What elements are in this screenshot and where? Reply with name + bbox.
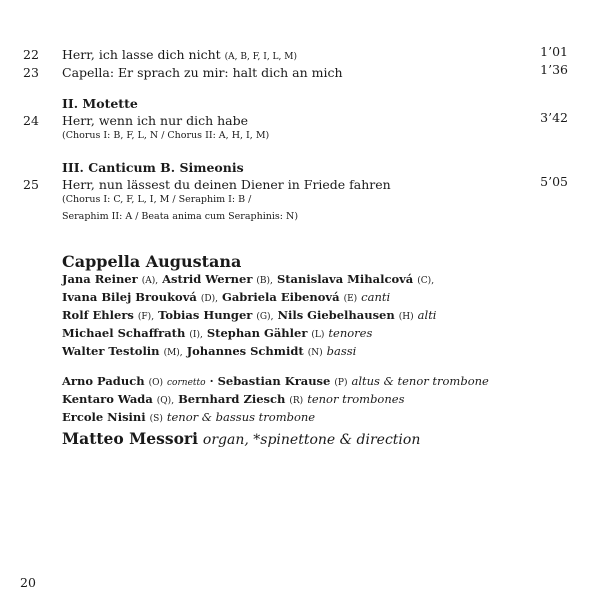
performer-name: Johannes Schmidt [186, 344, 304, 358]
instrument-role: altus & tenor trombone [351, 374, 489, 388]
performer-name: Astrid Werner [162, 272, 253, 286]
performer-line [62, 272, 434, 286]
voice-letter: (F), [137, 312, 155, 322]
voice-letter: (O) [148, 378, 163, 388]
voice-letter: (I), [189, 330, 203, 340]
performer-name: Nils Giebelhausen [277, 308, 395, 322]
voice-role: canti [361, 290, 391, 304]
track-title-text: Herr, ich lasse dich nicht [62, 47, 221, 62]
voice-letter: (A), [141, 276, 159, 286]
performer-name: Sebastian Krause [217, 374, 331, 388]
instrument-role: tenor trombones [307, 392, 405, 406]
performer-line [62, 344, 356, 358]
voice-letter: (E) [343, 294, 358, 304]
voice-role: tenores [328, 326, 373, 340]
track-voices: (Chorus I: B, F, L, N / Chorus II: A, H, I, M) [62, 130, 270, 141]
performer-name: Michael Schaffrath [62, 326, 186, 340]
track-voices: Seraphim II: A / Beata anima cum Seraphinis: N) [62, 211, 299, 222]
track-title: Capella: Er sprach zu mir: halt dich an mich [62, 65, 343, 80]
instrument-role: tenor & bassus trombone [166, 410, 316, 424]
performer-line [62, 392, 404, 406]
performer-name: Jana Reiner [62, 272, 138, 286]
performer-name: Bernhard Ziesch [178, 392, 286, 406]
track-title: Herr, wenn ich nur dich habe [62, 113, 248, 128]
performer-name: Kentaro Wada [62, 392, 153, 406]
voice-letter: (G), [256, 312, 274, 322]
track-number: 25 [23, 177, 39, 192]
performer-line [62, 374, 489, 388]
performer-line [62, 290, 390, 304]
voice-letter: (N) [307, 348, 323, 358]
track-number: 22 [23, 47, 39, 62]
performer-name: Ivana Bilej Brouková [62, 290, 197, 304]
voice-letter: (L) [311, 330, 325, 340]
section-heading: III. Canticum B. Simeonis [62, 160, 244, 175]
voice-letter: (H) [398, 312, 414, 322]
voice-letter: (Q), [156, 396, 175, 406]
voice-role: alti [417, 308, 437, 322]
director-name: Matteo Messori [62, 429, 198, 448]
track-duration: 1’01 [540, 44, 568, 59]
section-heading: II. Motette [62, 96, 138, 111]
performer-line [62, 308, 437, 322]
track-number: 23 [23, 65, 39, 80]
voice-role: bassi [326, 344, 357, 358]
performer-name: Stanislava Mihalcová [276, 272, 414, 286]
track-voices: (A, B, F, I, L, M) [224, 52, 297, 62]
separator: · [209, 374, 214, 388]
ensemble-name: Cappella Augustana [62, 252, 242, 271]
voice-letter: (M), [163, 348, 183, 358]
voice-letter: (P) [334, 378, 348, 388]
track-number: 24 [23, 113, 39, 128]
performer-name: Stephan Gähler [206, 326, 308, 340]
voice-letter: (C), [417, 276, 435, 286]
page-number: 20 [20, 575, 36, 590]
performer-name: Walter Testolin [62, 344, 160, 358]
performer-line [62, 410, 315, 424]
voice-letter: (D), [200, 294, 218, 304]
track-title [62, 47, 297, 62]
performer-name: Ercole Nisini [62, 410, 146, 424]
performer-line [62, 326, 372, 340]
instrument-role: cornetto [167, 378, 206, 388]
voice-letter: (B), [256, 276, 273, 286]
performer-name: Tobias Hunger [158, 308, 253, 322]
director-role: organ, *spinettone & direction [202, 432, 421, 448]
track-duration: 1’36 [540, 62, 568, 77]
performer-name: Rolf Ehlers [62, 308, 134, 322]
track-duration: 5’05 [540, 174, 568, 189]
track-duration: 3’42 [540, 110, 568, 125]
track-voices: (Chorus I: C, F, L, I, M / Seraphim I: B / [62, 194, 252, 205]
director-line [62, 429, 420, 448]
track-title: Herr, nun lässest du deinen Diener in Friede fahren [62, 177, 391, 192]
performer-name: Arno Paduch [62, 374, 145, 388]
voice-letter: (S) [149, 414, 163, 424]
voice-letter: (R) [289, 396, 304, 406]
performer-name: Gabriela Eibenová [222, 290, 340, 304]
